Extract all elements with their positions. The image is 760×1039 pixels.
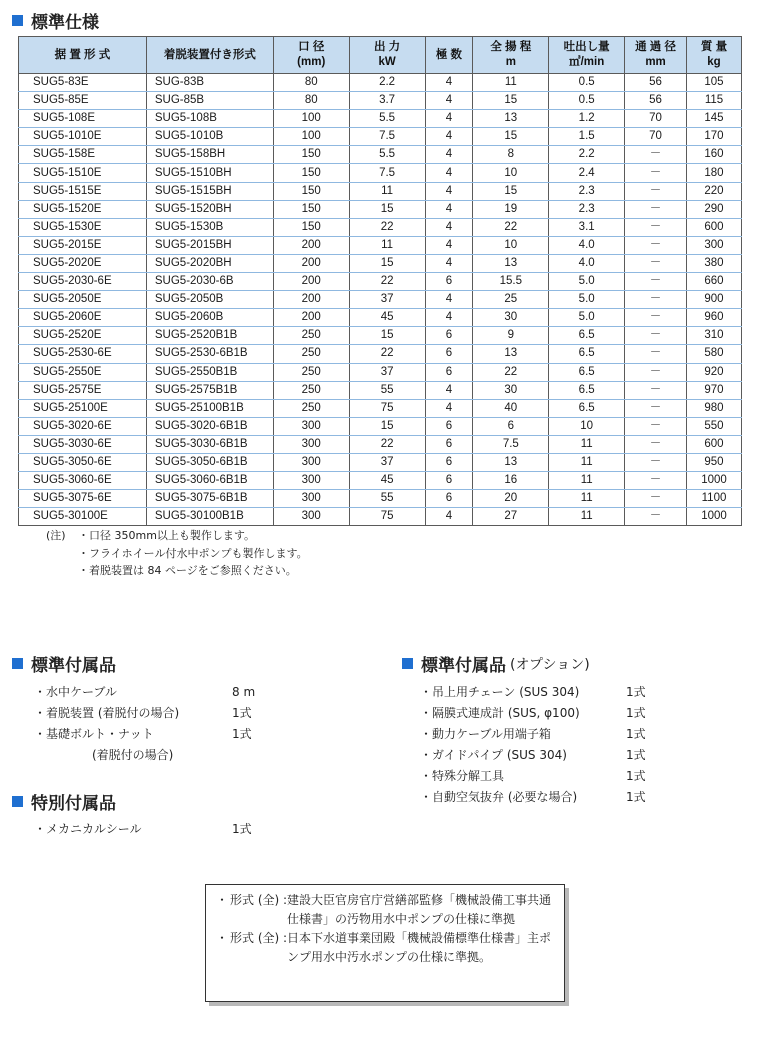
cell-output: 11	[349, 236, 425, 254]
cell-passage: －	[625, 146, 687, 164]
cell-output: 15	[349, 417, 425, 435]
cell-install-type: SUG5-3060-6E	[19, 472, 147, 490]
table-row	[19, 417, 742, 435]
cell-bore: 150	[273, 218, 349, 236]
cell-discharge: 2.3	[549, 200, 625, 218]
header-mass: 質 量 kg	[686, 37, 741, 74]
table-row	[19, 273, 742, 291]
cell-detachable-type: SUG5-3050-6B1B	[146, 453, 273, 471]
cell-bore: 150	[273, 146, 349, 164]
cell-output: 2.2	[349, 74, 425, 92]
special-accessories-title: 特別付属品	[12, 789, 116, 814]
cell-mass: 580	[686, 345, 741, 363]
note-line: ・フライホイール付水中ポンプも製作します。	[78, 546, 308, 560]
cell-discharge: 6.5	[549, 363, 625, 381]
cell-bore: 300	[273, 472, 349, 490]
header-head: 全 揚 程 m	[473, 37, 549, 74]
std-accessories-list	[34, 681, 294, 765]
cell-detachable-type: SUG5-1010B	[146, 128, 273, 146]
table-row	[19, 218, 742, 236]
table-row	[19, 435, 742, 453]
cell-head: 25	[473, 291, 549, 309]
cell-passage: －	[625, 508, 687, 526]
cell-bore: 150	[273, 200, 349, 218]
cell-install-type: SUG5-2520E	[19, 327, 147, 345]
cell-poles: 6	[425, 453, 473, 471]
cell-passage: －	[625, 164, 687, 182]
cell-detachable-type: SUG5-2015BH	[146, 236, 273, 254]
header-detachable-type: 着脱装置付き形式	[146, 37, 273, 74]
cell-discharge: 11	[549, 435, 625, 453]
cell-mass: 300	[686, 236, 741, 254]
standards-box	[205, 884, 565, 1002]
table-row	[19, 472, 742, 490]
cell-discharge: 11	[549, 472, 625, 490]
table-row	[19, 200, 742, 218]
cell-mass: 380	[686, 254, 741, 272]
cell-mass: 950	[686, 453, 741, 471]
list-item: ・メカニカルシール 1式	[34, 822, 252, 836]
cell-poles: 4	[425, 236, 473, 254]
cell-detachable-type: SUG5-2575B1B	[146, 381, 273, 399]
table-row	[19, 381, 742, 399]
cell-poles: 4	[425, 146, 473, 164]
header-passage: 通 過 径 mm	[625, 37, 687, 74]
table-row	[19, 128, 742, 146]
cell-passage: －	[625, 182, 687, 200]
cell-bore: 100	[273, 110, 349, 128]
cell-output: 55	[349, 490, 425, 508]
cell-install-type: SUG5-30100E	[19, 508, 147, 526]
cell-head: 7.5	[473, 435, 549, 453]
note-line: ・着脱装置は 84 ページをご参照ください。	[78, 564, 297, 577]
cell-mass: 900	[686, 291, 741, 309]
cell-install-type: SUG5-2530-6E	[19, 345, 147, 363]
cell-bore: 300	[273, 417, 349, 435]
cell-passage: －	[625, 453, 687, 471]
cell-head: 22	[473, 218, 549, 236]
cell-install-type: SUG5-158E	[19, 146, 147, 164]
cell-output: 5.5	[349, 146, 425, 164]
cell-detachable-type: SUG5-2030-6B	[146, 273, 273, 291]
cell-head: 19	[473, 200, 549, 218]
cell-head: 6	[473, 417, 549, 435]
cell-bore: 250	[273, 399, 349, 417]
cell-bore: 100	[273, 128, 349, 146]
cell-poles: 4	[425, 74, 473, 92]
cell-passage: －	[625, 200, 687, 218]
cell-install-type: SUG5-3020-6E	[19, 417, 147, 435]
cell-detachable-type: SUG5-25100B1B	[146, 399, 273, 417]
cell-passage: 56	[625, 74, 687, 92]
cell-discharge: 5.0	[549, 273, 625, 291]
header-output: 出 力 kW	[349, 37, 425, 74]
cell-output: 11	[349, 182, 425, 200]
cell-mass: 220	[686, 182, 741, 200]
spec-table	[18, 36, 742, 526]
list-item-continuation: (着脱付の場合)	[92, 748, 174, 762]
cell-poles: 4	[425, 164, 473, 182]
cell-install-type: SUG5-25100E	[19, 399, 147, 417]
cell-head: 13	[473, 345, 549, 363]
cell-passage: 70	[625, 128, 687, 146]
cell-install-type: SUG5-1515E	[19, 182, 147, 200]
cell-detachable-type: SUG5-1520BH	[146, 200, 273, 218]
table-row	[19, 164, 742, 182]
list-item: ・ガイドパイプ (SUS 304) 1式	[420, 748, 646, 762]
cell-mass: 145	[686, 110, 741, 128]
cell-poles: 4	[425, 381, 473, 399]
cell-detachable-type: SUG5-2060B	[146, 309, 273, 327]
cell-discharge: 3.1	[549, 218, 625, 236]
cell-head: 10	[473, 164, 549, 182]
cell-output: 37	[349, 453, 425, 471]
cell-bore: 250	[273, 381, 349, 399]
cell-install-type: SUG5-1010E	[19, 128, 147, 146]
cell-mass: 660	[686, 273, 741, 291]
cell-head: 15	[473, 128, 549, 146]
list-item: ・吊上用チェーン (SUS 304) 1式	[420, 685, 646, 699]
cell-output: 37	[349, 291, 425, 309]
cell-output: 22	[349, 345, 425, 363]
cell-head: 22	[473, 363, 549, 381]
table-row	[19, 254, 742, 272]
list-item: ・自動空気抜弁 (必要な場合) 1式	[420, 790, 646, 804]
section-marker-icon	[12, 796, 23, 807]
cell-output: 15	[349, 254, 425, 272]
cell-poles: 4	[425, 128, 473, 146]
cell-detachable-type: SUG5-158BH	[146, 146, 273, 164]
cell-passage: －	[625, 399, 687, 417]
cell-discharge: 1.5	[549, 128, 625, 146]
cell-output: 15	[349, 327, 425, 345]
cell-mass: 170	[686, 128, 741, 146]
cell-output: 3.7	[349, 92, 425, 110]
cell-discharge: 6.5	[549, 327, 625, 345]
cell-passage: －	[625, 236, 687, 254]
std-accessories-title: 標準付属品	[12, 651, 116, 676]
section-marker-icon	[12, 15, 23, 26]
cell-discharge: 0.5	[549, 92, 625, 110]
cell-output: 55	[349, 381, 425, 399]
cell-head: 40	[473, 399, 549, 417]
cell-mass: 310	[686, 327, 741, 345]
cell-detachable-type: SUG5-30100B1B	[146, 508, 273, 526]
cell-discharge: 5.0	[549, 291, 625, 309]
cell-output: 22	[349, 218, 425, 236]
cell-output: 45	[349, 309, 425, 327]
cell-poles: 6	[425, 363, 473, 381]
cell-detachable-type: SUG5-2520B1B	[146, 327, 273, 345]
spec-notes	[46, 527, 308, 580]
cell-poles: 4	[425, 508, 473, 526]
cell-bore: 200	[273, 236, 349, 254]
cell-mass: 980	[686, 399, 741, 417]
cell-discharge: 2.2	[549, 146, 625, 164]
optional-accessories-title: 標準付属品 (オプション)	[402, 651, 590, 676]
cell-detachable-type: SUG5-108B	[146, 110, 273, 128]
cell-detachable-type: SUG5-1510BH	[146, 164, 273, 182]
cell-poles: 6	[425, 417, 473, 435]
cell-output: 22	[349, 435, 425, 453]
table-row	[19, 92, 742, 110]
cell-discharge: 2.4	[549, 164, 625, 182]
cell-discharge: 5.0	[549, 309, 625, 327]
cell-detachable-type: SUG5-3060-6B1B	[146, 472, 273, 490]
cell-head: 11	[473, 74, 549, 92]
cell-bore: 300	[273, 435, 349, 453]
cell-discharge: 6.5	[549, 399, 625, 417]
cell-poles: 4	[425, 291, 473, 309]
cell-poles: 6	[425, 472, 473, 490]
cell-install-type: SUG5-108E	[19, 110, 147, 128]
spec-table-body	[19, 74, 742, 526]
cell-poles: 6	[425, 490, 473, 508]
cell-head: 20	[473, 490, 549, 508]
cell-detachable-type: SUG5-2550B1B	[146, 363, 273, 381]
cell-install-type: SUG5-2015E	[19, 236, 147, 254]
table-row	[19, 74, 742, 92]
cell-discharge: 11	[549, 453, 625, 471]
cell-head: 8	[473, 146, 549, 164]
cell-detachable-type: SUG5-3030-6B1B	[146, 435, 273, 453]
cell-mass: 290	[686, 200, 741, 218]
cell-poles: 4	[425, 110, 473, 128]
cell-output: 45	[349, 472, 425, 490]
cell-passage: －	[625, 435, 687, 453]
cell-passage: －	[625, 291, 687, 309]
cell-output: 75	[349, 508, 425, 526]
cell-mass: 600	[686, 218, 741, 236]
list-item: ・隔膜式連成計 (SUS, φ100) 1式	[420, 706, 646, 720]
cell-discharge: 4.0	[549, 236, 625, 254]
cell-bore: 300	[273, 453, 349, 471]
cell-head: 9	[473, 327, 549, 345]
table-row	[19, 291, 742, 309]
cell-bore: 300	[273, 490, 349, 508]
table-row	[19, 508, 742, 526]
cell-poles: 4	[425, 182, 473, 200]
cell-mass: 1100	[686, 490, 741, 508]
cell-head: 10	[473, 236, 549, 254]
cell-discharge: 0.5	[549, 74, 625, 92]
list-item: ・特殊分解工具 1式	[420, 769, 646, 783]
cell-discharge: 6.5	[549, 345, 625, 363]
cell-poles: 6	[425, 345, 473, 363]
cell-passage: 70	[625, 110, 687, 128]
table-row	[19, 453, 742, 471]
cell-install-type: SUG5-3075-6E	[19, 490, 147, 508]
cell-passage: －	[625, 254, 687, 272]
cell-bore: 80	[273, 92, 349, 110]
cell-detachable-type: SUG5-2050B	[146, 291, 273, 309]
cell-output: 37	[349, 363, 425, 381]
cell-mass: 160	[686, 146, 741, 164]
cell-passage: －	[625, 218, 687, 236]
cell-head: 16	[473, 472, 549, 490]
cell-poles: 6	[425, 327, 473, 345]
cell-poles: 6	[425, 435, 473, 453]
cell-discharge: 4.0	[549, 254, 625, 272]
cell-install-type: SUG5-85E	[19, 92, 147, 110]
cell-bore: 250	[273, 327, 349, 345]
cell-mass: 1000	[686, 508, 741, 526]
cell-discharge: 11	[549, 508, 625, 526]
cell-mass: 550	[686, 417, 741, 435]
cell-mass: 960	[686, 309, 741, 327]
cell-head: 30	[473, 309, 549, 327]
cell-mass: 1000	[686, 472, 741, 490]
cell-head: 30	[473, 381, 549, 399]
header-poles: 極 数	[425, 37, 473, 74]
table-row	[19, 182, 742, 200]
cell-poles: 6	[425, 273, 473, 291]
cell-mass: 180	[686, 164, 741, 182]
spec-section-title	[12, 8, 99, 33]
table-row	[19, 110, 742, 128]
cell-poles: 4	[425, 200, 473, 218]
cell-discharge: 2.3	[549, 182, 625, 200]
header-bore: 口 径 (mm)	[273, 37, 349, 74]
cell-passage: －	[625, 327, 687, 345]
table-row	[19, 236, 742, 254]
cell-passage: －	[625, 472, 687, 490]
cell-passage: －	[625, 309, 687, 327]
cell-passage: －	[625, 273, 687, 291]
cell-passage: 56	[625, 92, 687, 110]
cell-discharge: 11	[549, 490, 625, 508]
cell-passage: －	[625, 363, 687, 381]
cell-install-type: SUG5-83E	[19, 74, 147, 92]
cell-mass: 115	[686, 92, 741, 110]
cell-install-type: SUG5-2550E	[19, 363, 147, 381]
cell-mass: 970	[686, 381, 741, 399]
cell-bore: 200	[273, 291, 349, 309]
cell-install-type: SUG5-2030-6E	[19, 273, 147, 291]
section-marker-icon	[12, 658, 23, 669]
table-row	[19, 345, 742, 363]
cell-bore: 150	[273, 182, 349, 200]
optional-accessories-list	[420, 681, 670, 807]
cell-output: 7.5	[349, 128, 425, 146]
table-row	[19, 309, 742, 327]
list-item: ・基礎ボルト・ナット 1式	[34, 727, 252, 741]
cell-discharge: 10	[549, 417, 625, 435]
cell-passage: －	[625, 490, 687, 508]
cell-output: 22	[349, 273, 425, 291]
cell-head: 15	[473, 182, 549, 200]
standards-item: ・ 形式 (全) : 建設大臣官房官庁営繕部監修「機械設備工事共通仕様書」の汚物用水中ポンプの仕様に準拠	[216, 893, 552, 926]
cell-discharge: 1.2	[549, 110, 625, 128]
cell-detachable-type: SUG-83B	[146, 74, 273, 92]
cell-output: 7.5	[349, 164, 425, 182]
cell-head: 13	[473, 110, 549, 128]
cell-bore: 80	[273, 74, 349, 92]
cell-output: 15	[349, 200, 425, 218]
cell-detachable-type: SUG5-3075-6B1B	[146, 490, 273, 508]
cell-install-type: SUG5-3030-6E	[19, 435, 147, 453]
cell-bore: 250	[273, 345, 349, 363]
header-install-type: 据 置 形 式	[19, 37, 147, 74]
cell-head: 15.5	[473, 273, 549, 291]
cell-poles: 4	[425, 309, 473, 327]
cell-detachable-type: SUG5-2020BH	[146, 254, 273, 272]
cell-poles: 4	[425, 218, 473, 236]
cell-poles: 4	[425, 92, 473, 110]
cell-detachable-type: SUG5-3020-6B1B	[146, 417, 273, 435]
cell-head: 27	[473, 508, 549, 526]
standards-item: ・ 形式 (全) : 日本下水道事業団殿「機械設備標準仕様書」主ポンプ用水中汚水ポンプの仕様に準拠。	[216, 931, 552, 964]
notes-tag: (注)	[46, 529, 66, 542]
list-item: ・着脱装置 (着脱付の場合) 1式	[34, 706, 252, 720]
cell-bore: 150	[273, 164, 349, 182]
cell-poles: 4	[425, 254, 473, 272]
cell-install-type: SUG5-2575E	[19, 381, 147, 399]
cell-install-type: SUG5-2060E	[19, 309, 147, 327]
cell-discharge: 6.5	[549, 381, 625, 399]
cell-bore: 250	[273, 363, 349, 381]
header-discharge: 吐出し量 ㎥/min	[549, 37, 625, 74]
cell-mass: 600	[686, 435, 741, 453]
cell-mass: 105	[686, 74, 741, 92]
cell-poles: 4	[425, 399, 473, 417]
cell-detachable-type: SUG-85B	[146, 92, 273, 110]
cell-passage: －	[625, 345, 687, 363]
cell-output: 5.5	[349, 110, 425, 128]
cell-install-type: SUG5-2020E	[19, 254, 147, 272]
cell-passage: －	[625, 417, 687, 435]
cell-bore: 200	[273, 254, 349, 272]
table-row	[19, 146, 742, 164]
table-row	[19, 490, 742, 508]
cell-detachable-type: SUG5-1530B	[146, 218, 273, 236]
cell-install-type: SUG5-1520E	[19, 200, 147, 218]
cell-install-type: SUG5-1530E	[19, 218, 147, 236]
spec-title: 標準仕様	[31, 13, 99, 33]
list-item: ・水中ケーブル 8 m	[34, 684, 256, 699]
spec-header-row	[19, 37, 742, 74]
cell-detachable-type: SUG5-2530-6B1B	[146, 345, 273, 363]
cell-install-type: SUG5-2050E	[19, 291, 147, 309]
cell-detachable-type: SUG5-1515BH	[146, 182, 273, 200]
cell-bore: 200	[273, 273, 349, 291]
cell-mass: 920	[686, 363, 741, 381]
table-row	[19, 327, 742, 345]
cell-install-type: SUG5-1510E	[19, 164, 147, 182]
table-row	[19, 363, 742, 381]
cell-head: 13	[473, 453, 549, 471]
section-marker-icon	[402, 658, 413, 669]
cell-output: 75	[349, 399, 425, 417]
cell-head: 15	[473, 92, 549, 110]
cell-bore: 200	[273, 309, 349, 327]
special-accessories-list	[34, 818, 294, 839]
cell-passage: －	[625, 381, 687, 399]
table-row	[19, 399, 742, 417]
cell-bore: 300	[273, 508, 349, 526]
note-line: ・口径 350mm以上も製作します。	[78, 529, 256, 542]
cell-install-type: SUG5-3050-6E	[19, 453, 147, 471]
cell-head: 13	[473, 254, 549, 272]
list-item: ・動力ケーブル用端子箱 1式	[420, 727, 646, 741]
